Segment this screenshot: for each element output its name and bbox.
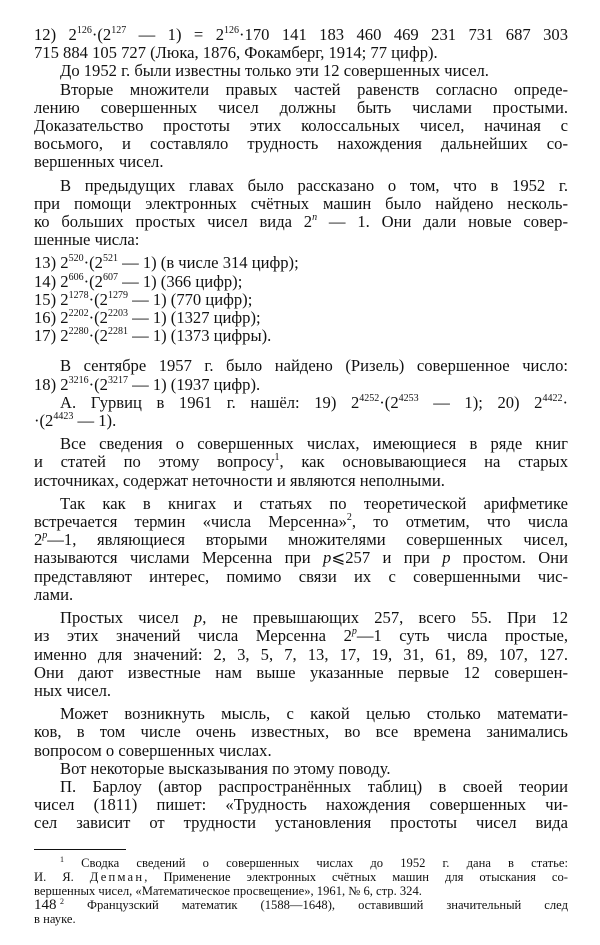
text-line: Простых чисел p, не превышающих 257, всего 55. При 12 [60, 608, 568, 628]
list-item: 16) $2^{2202}\cdot(2^{2203}$ — 1) (1327 цифр); [34, 308, 261, 328]
page-number: 148 [34, 897, 57, 913]
text-line: Доказательство простоты этих колоссальных чисел, начиная с [34, 116, 568, 136]
footnotes [34, 856, 568, 926]
list-item: 14) $2^{606}\cdot(2^{607}$ — 1) (366 цифр); [34, 271, 243, 291]
text-line: Может возникнуть мысль, с какой целью столько математи- [60, 704, 568, 724]
text-line: лами. [34, 584, 74, 604]
text-line [34, 26, 568, 44]
text-line: восьмого, и составляло трудность нахождения дальнейших со- [34, 134, 568, 154]
text-line: чисел (1811) пишет: «Трудность нахождения совершенных чи- [34, 795, 568, 815]
text-line: из этих значений числа Мерсенна 2$^p$—1 суть числа простые, [34, 626, 568, 646]
text-line: представляют интерес, помимо связи их с совершенными чис- [34, 566, 568, 586]
text-line: сел зависит от трудности установления простоты чисел вида [34, 813, 568, 833]
text-line: П. Барлоу (автор распространённых таблиц) в своей теории [60, 776, 568, 796]
text-line: Так как в книгах и статьях по теоретической арифметике [60, 493, 568, 513]
text-line: Они дают известные нам выше указанные первые 12 совершен- [34, 662, 568, 682]
text-line: ко больших простых чисел вида 2$^n$ — 1. Они дали новые совер- [34, 212, 568, 232]
text-line: Все сведения о совершенных числах, имеющиеся в ряде книг [60, 434, 568, 454]
text-line: А. Гурвиц в 1961 г. нашёл: 19) $2^{4252}\cdot(2^{4253}$ — 1); 20) $2^{4422}\cdot$ [60, 392, 568, 412]
text-line: В предыдущих главах было рассказано о том, что в 1952 г. [60, 175, 568, 195]
text-line: при помощи электронных счётных машин было найдено несколь- [34, 193, 568, 213]
expr: 12) $2^{126}\cdot(2^{127}$ — $1) = 2^{126}\cdot 170$ 141 183 460 469 231 731 687 303 [34, 25, 568, 44]
text-line: ных чисел. [34, 680, 112, 700]
text-line: именно для значений: 2, 3, 5, 7, 13, 17, 19, 31, 61, 89, 107, 127. [34, 644, 568, 664]
list-item: 13) $2^{520}\cdot(2^{521}$ — 1) (в числе 314 цифр); [34, 253, 299, 273]
list-item: 17) $2^{2280}\cdot(2^{2281}$ — 1) (1373 цифры). [34, 326, 272, 346]
text-line: встречается термин «числа Мерсенна»$^2$, то отметим, что числа [34, 512, 568, 532]
footnote-line: в науке. [34, 911, 76, 926]
text-line: В сентябре 1957 г. было найдено (Ризель) совершенное число: [60, 356, 568, 376]
text-line: 2$^p$—1, являющиеся вторыми множителями совершенных чисел, [34, 530, 568, 550]
text-line: называются числами Мерсенна при p⩽257 и при p простом. Они [34, 548, 568, 568]
footnote-line: $^2$ Французский математик (1588—1648), оставивший значительный след [60, 896, 568, 912]
text-line: лению совершенных чисел должны быть числами простыми. [34, 97, 568, 117]
text-line: шенные числа: [34, 230, 140, 250]
footnote-line: $^1$ Сводка сведений о совершенных числах до 1952 г. дана в статье: [60, 854, 568, 870]
text-line: ков, в том числе очень известных, во все времена занимались [34, 722, 568, 742]
perfect-number-list [34, 254, 568, 345]
footnote-divider [34, 849, 126, 850]
footnote-line: вершенных чисел, «Математическое просвещение», 1961, № 6, стр. 324. [34, 883, 422, 898]
text-line: $\cdot(2^{4423}$ — 1). [34, 411, 117, 431]
page-body [34, 26, 568, 926]
footnote-line: И. Я. Депман, Применение электронных счётных машин для отыскания со- [34, 869, 568, 884]
text-line: вершенных чисел. [34, 152, 164, 172]
text-line: До 1952 г. были известны только эти 12 совершенных чисел. [60, 61, 489, 81]
text-line: Вот некоторые высказывания по этому поводу. [60, 758, 391, 778]
text-line: и статей по этому вопросу$^1$, как основывающиеся на старых [34, 452, 569, 472]
text-line: вопросом о совершенных числах. [34, 740, 272, 760]
text-line: 18) $2^{3216}\cdot(2^{3217}$ — 1) (1937 цифр). [34, 374, 261, 394]
text-line: источниках, содержат неточности и являются неполными. [34, 470, 445, 490]
text-line: 715 884 105 727 (Люка, 1876, Фокамберг, 1914; 77 цифр). [34, 43, 438, 63]
list-item: 15) $2^{1278}\cdot(2^{1279}$ — 1) (770 цифр); [34, 289, 253, 309]
text-line: Вторые множители правых частей равенств согласно опреде- [60, 79, 568, 99]
